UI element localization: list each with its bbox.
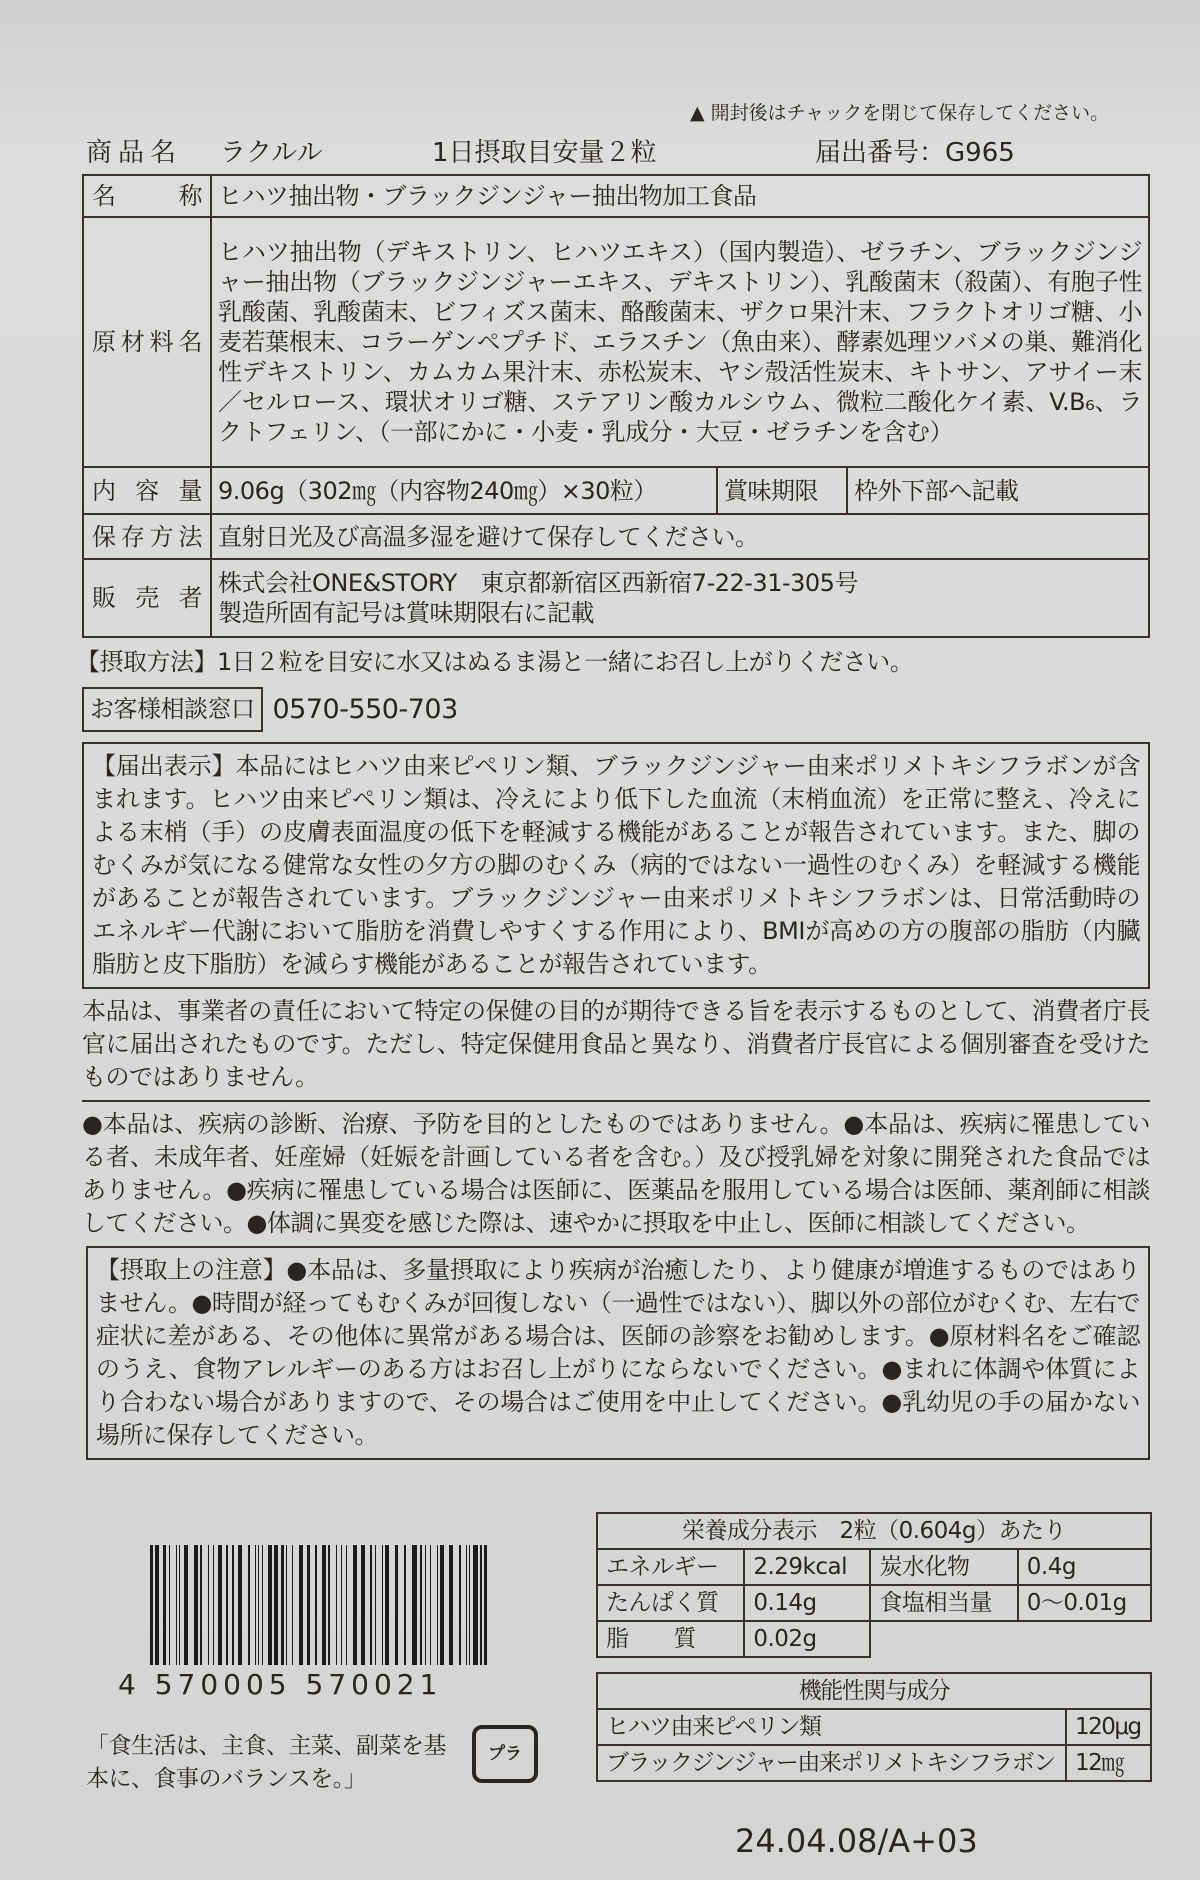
barcode-bar — [473, 1545, 477, 1665]
barcode-bar — [163, 1545, 166, 1665]
nutrition-table — [596, 1512, 1152, 1658]
intake-method: 【摂取方法】1日２粒を目安に水又はぬるま湯と一緒にお召し上がりください。 — [76, 648, 914, 676]
barcode-bar — [226, 1545, 229, 1665]
cautions: ●本品は、疾病の診断、治療、予防を目的としたものではありません。●本品は、疾病に罹患している者、未成年者、妊産婦（妊娠を計画している者を含む。）及び授乳婦を対象に開発された食品ではありません。●疾病に罹患している場合は医師に、医薬品を服用している場合は医師、薬剤師に相談してください。●体調に異変を感じた際は、速やかに摂取を中止し、医師に相談してください。 — [82, 1110, 1150, 1237]
fat-label: 脂 質 — [597, 1621, 744, 1657]
label-body — [76, 174, 1150, 1460]
functional-item: ブラックジンジャー由来ポリメトキシフラボン — [597, 1745, 1066, 1781]
energy-value: 2.29kcal — [744, 1549, 870, 1585]
daily-intake: 1日摂取目安量２粒 — [432, 138, 657, 168]
name-label: 名 称 — [83, 175, 211, 217]
barcode-bar — [169, 1545, 170, 1665]
barcode-bar — [208, 1545, 209, 1665]
seller-note: 製造所固有記号は賞味期限右に記載 — [218, 599, 594, 627]
content-value: 9.06g（302㎎（内容物240㎎）×30粒） — [211, 467, 717, 514]
divider — [82, 1100, 1150, 1102]
seller-label: 販売者 — [83, 559, 211, 637]
intake-cautions: 【摂取上の注意】●本品は、多量摂取により疾病が治癒したり、より健康が増進するものではありません。●時間が経ってもむくみが回復しない（一過性ではない）、脚以外の部位がむくむ、左右で症状に差がある、その他体に異常がある場合は、医師の診察をお勧めします。●原材料名をご確認のうえ、食物アレルギーのある方はお召し上がりにならないでください。●まれに体調や体質により合わない場合がありますので、その場合はご使用を中止してください。●乳幼児の手の届かない場所に保存してください。 — [86, 1246, 1150, 1460]
slogan: 「食生活は、主食、主菜、副菜を基本に、食事のバランスを。」 — [86, 1733, 446, 1792]
disclaimer: 本品は、事業者の責任において特定の保健の目的が期待できる旨を表示するものとして、消費者庁長官に届出されたものです。ただし、特定保健用食品と異なり、消費者庁長官による個別審査を受けたものではありません。 — [82, 997, 1150, 1091]
content-label: 内容量 — [83, 467, 211, 514]
fat-value: 0.02g — [744, 1621, 870, 1657]
barcode-bar — [218, 1545, 222, 1665]
barcode-bar — [315, 1545, 318, 1665]
label-table — [82, 174, 1150, 638]
barcode-bar — [268, 1545, 272, 1665]
nutrition-title: 栄養成分表示 2粒（0.604g）あたり — [597, 1513, 1151, 1549]
energy-label: エネルギー — [597, 1549, 744, 1585]
recycle-pla-icon: プラ — [472, 1725, 538, 1783]
barcode-bar — [238, 1545, 242, 1665]
barcode-bar — [385, 1545, 389, 1665]
barcode-bar — [248, 1545, 251, 1665]
salt-value: 0～0.01g — [1018, 1585, 1151, 1621]
barcode-bar — [412, 1545, 416, 1665]
expiry-value: 枠外下部へ記載 — [847, 467, 1149, 514]
lot-number: 24.04.08/A+03 — [735, 1822, 978, 1860]
barcode-bar — [292, 1545, 293, 1665]
functional-amount: 120μg — [1066, 1709, 1151, 1745]
barcode-bar — [200, 1545, 203, 1665]
barcode-bar — [353, 1545, 357, 1665]
barcode-bar — [469, 1545, 470, 1665]
ingredients-value: ヒハツ抽出物（デキストリン、ヒハツエキス）（国内製造）、ゼラチン、ブラックジンジャー抽出物（ブラックジンジャーエキス、デキストリン）、乳酸菌末（殺菌）、有胞子性乳酸菌、乳酸菌末、ビフィズス菌末、酪酸菌末、ザクロ果汁末、フラクトオリゴ糖、小麦若葉根末、コラーゲンペプチド、エラスチン（魚由来）、酵素処理ツバメの巣、難消化性デキストリン、カムカム果汁末、赤松炭末、ヤシ殻活性炭末、キトサン、アサイー末／セルロース、環状オリゴ糖、ステアリン酸カルシウム、微粒二酸化ケイ素、V.B₆、ラクトフェリン、（一部にかに・小麦・乳成分・大豆・ゼラチンを含む） — [211, 217, 1149, 467]
barcode-bar — [255, 1545, 256, 1665]
seller-value: 株式会社ONE&STORY 東京都新宿区西新宿7-22-31-305号 — [218, 569, 858, 597]
barcode-bar — [179, 1545, 180, 1665]
barcode-bar — [404, 1545, 407, 1665]
barcode-bar — [307, 1545, 310, 1665]
barcode-bar — [466, 1545, 467, 1665]
functional-amount: 12㎎ — [1066, 1745, 1151, 1781]
functional-title: 機能性関与成分 — [597, 1673, 1151, 1709]
barcode-bar — [328, 1545, 331, 1665]
carb-label: 炭水化物 — [870, 1549, 1017, 1585]
barcode-bar — [395, 1545, 398, 1665]
contact-phone: 0570-550-703 — [272, 694, 458, 725]
barcode-bar — [484, 1545, 487, 1665]
barcode-bar — [232, 1545, 235, 1665]
barcode-bar — [274, 1545, 278, 1665]
barcode-number: 4 570005 570021 — [118, 1668, 443, 1701]
protein-label: たんぱく質 — [597, 1585, 744, 1621]
barcode-bar — [361, 1545, 365, 1665]
storage-value: 直射日光及び高温多湿を避けて保存してください。 — [211, 514, 1149, 559]
barcode-bar — [194, 1545, 198, 1665]
barcode-bar — [322, 1545, 326, 1665]
carb-value: 0.4g — [1018, 1549, 1151, 1585]
storage-label: 保存方法 — [83, 514, 211, 559]
expiry-label: 賞味期限 — [717, 467, 847, 514]
ingredients-label: 原材料名 — [83, 217, 211, 467]
barcode-bar — [150, 1545, 153, 1665]
barcode-bar — [286, 1545, 287, 1665]
barcode-bar — [437, 1545, 438, 1665]
barcode-bar — [459, 1545, 462, 1665]
barcode-bar — [440, 1545, 444, 1665]
product-label: 商品名 — [86, 138, 183, 168]
barcode-bar — [336, 1545, 337, 1665]
barcode-bar — [425, 1545, 426, 1665]
name-value: ヒハツ抽出物・ブラックジンジャー抽出物加工食品 — [211, 175, 1149, 217]
barcode-bar — [262, 1545, 263, 1665]
barcode-bar — [449, 1545, 453, 1665]
contact-label: お客様相談窓口 — [82, 687, 263, 732]
barcode-bar — [213, 1545, 214, 1665]
barcode-bar — [299, 1545, 303, 1665]
notification-number: 届出番号：G965 — [815, 138, 1015, 168]
contact-row — [82, 687, 1150, 732]
reseal-notice: ▲ 開封後はチャックを閉じて保存してください。 — [690, 102, 1110, 124]
barcode-bar — [370, 1545, 373, 1665]
barcode-bar — [258, 1545, 259, 1665]
barcode-bar — [382, 1545, 383, 1665]
barcode-bar — [375, 1545, 376, 1665]
notification-text: 【届出表示】本品にはヒハツ由来ピペリン類、ブラックジンジャー由来ポリメトキシフラボンが含まれます。ヒハツ由来ピペリン類は、冷えにより低下した血流（末梢血流）を正常に整え、冷えによる末梢（手）の皮膚表面温度の低下を軽減する機能があることが報告されています。また、脚のむくみが気になる健常な女性の夕方の脚のむくみ（病的ではない一過性のむくみ）を軽減する機能があることが報告されています。ブラックジンジャー由来ポリメトキシフラボンは、日常活動時のエネルギー代謝において脂肪を消費しやすくする作用により、BMIが高めの方の腹部の脂肪（内臓脂肪と皮下脂肪）を減らす機能があることが報告されています。 — [82, 742, 1150, 989]
barcode-bar — [281, 1545, 284, 1665]
functional-table — [596, 1672, 1152, 1782]
barcode-bar — [341, 1545, 342, 1665]
barcode-bar — [184, 1545, 188, 1665]
barcode-bar — [155, 1545, 159, 1665]
barcode-bar — [176, 1545, 177, 1665]
functional-item: ヒハツ由来ピペリン類 — [597, 1709, 1066, 1745]
barcode-bar — [346, 1545, 347, 1665]
barcode — [150, 1545, 490, 1665]
salt-label: 食塩相当量 — [870, 1585, 1017, 1621]
barcode-bar — [420, 1545, 423, 1665]
barcode-bar — [430, 1545, 431, 1665]
barcode-bar — [480, 1545, 483, 1665]
product-name: ラクルル — [220, 138, 323, 168]
protein-value: 0.14g — [744, 1585, 870, 1621]
